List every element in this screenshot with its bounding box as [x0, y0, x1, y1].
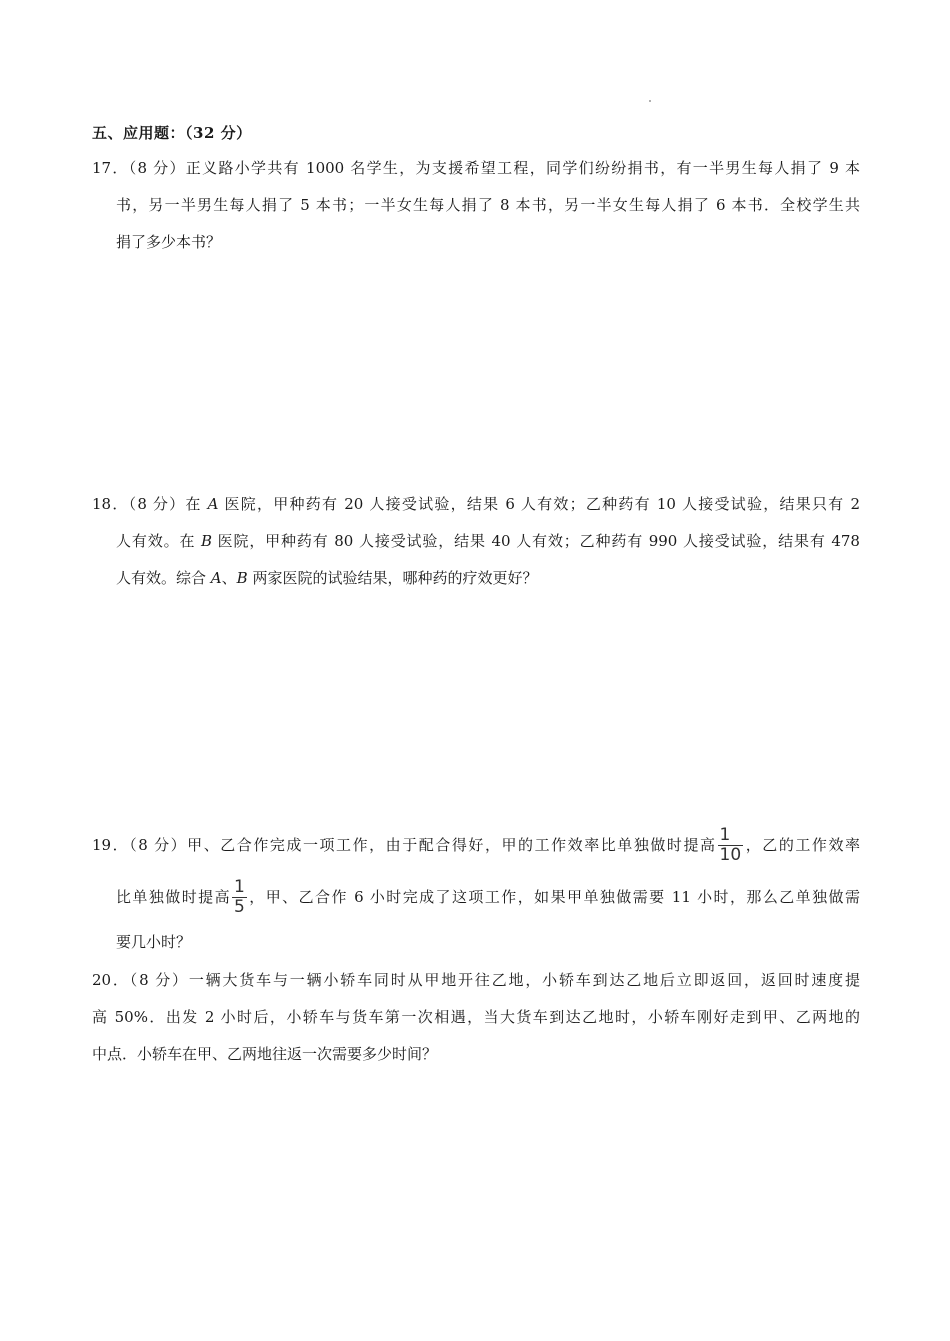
- q20-line-2: 高 50%．出发 2 小时后，小轿车与货车第一次相遇，当大货车到达乙地时，小轿车刚好走到甲、乙两地的: [92, 1008, 860, 1026]
- q18-line-3: 人有效。综合 A、B 两家医院的试验结果，哪种药的疗效更好？: [116, 569, 538, 587]
- q20-line-3: 中点．小轿车在甲、乙两地往返一次需要多少时间？: [92, 1045, 438, 1063]
- question-18: [92, 486, 860, 597]
- question-17: [92, 150, 860, 261]
- q18-line-1: 18．（8 分）在 A 医院，甲种药有 20 人接受试验，结果 6 人有效；乙种药有 10 人接受试验，结果只有 2: [92, 495, 860, 513]
- scan-dot: [649, 100, 651, 102]
- q17-number: 17．: [92, 159, 129, 177]
- q20-line-1: 20．（8 分）一辆大货车与一辆小轿车同时从甲地开往乙地，小轿车到达乙地后立即返回，返回时速度提: [92, 971, 860, 989]
- fraction-one-tenth: $\frac{1}{10}$: [719, 824, 742, 865]
- section-title: 五、应用题：（32 分）: [92, 124, 252, 142]
- q17-line-3: 捐了多少本书？: [116, 233, 222, 251]
- q20-number: 20．: [92, 971, 130, 989]
- question-19: [92, 822, 860, 961]
- q19-line-3: 要几小时？: [116, 933, 192, 951]
- q18-number: 18．: [92, 495, 129, 513]
- q17-line-2: 书，另一半男生每人捐了 5 本书；一半女生每人捐了 8 本书，另一半女生每人捐了 6 本书．全校学生共: [116, 196, 860, 214]
- fraction-one-fifth: $\frac{1}{5}$: [234, 876, 245, 917]
- q19-line-2: 比单独做时提高 $\frac{1}{5}$ ，甲、乙合作 6 小时完成了这项工作，如果甲单独做需要 11 小时，那么乙单独做需: [116, 876, 860, 917]
- question-20: [92, 962, 860, 1073]
- q17-line-1: 17．（8 分）正义路小学共有 1000 名学生，为支援希望工程，同学们纷纷捐书，有一半男生每人捐了 9 本: [92, 159, 860, 177]
- q19-line-1: 19．（8 分）甲、乙合作完成一项工作，由于配合得好，甲的工作效率比单独做时提高 $\frac{1}{10}$ ，乙的工作效率: [92, 824, 860, 865]
- q18-line-2: 人有效。在 B 医院，甲种药有 80 人接受试验，结果 40 人有效；乙种药有 990 人接受试验，结果有 478: [116, 532, 860, 550]
- q19-number: 19．: [92, 836, 130, 854]
